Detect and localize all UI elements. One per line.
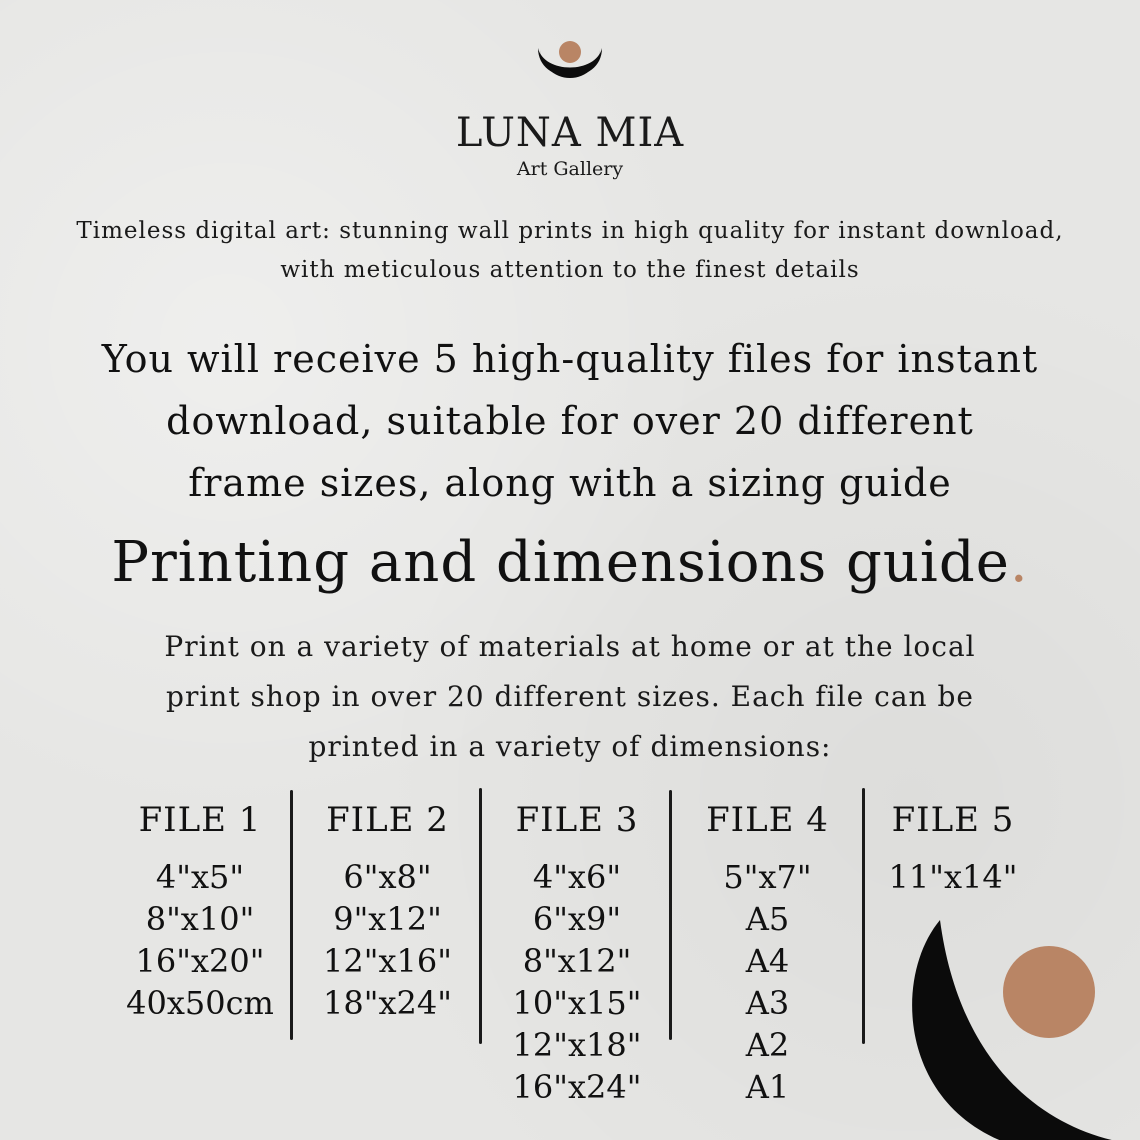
- file-size: 8"x12": [522, 942, 632, 980]
- file-size: 10"x15": [512, 984, 642, 1022]
- guide-description-line: print shop in over 20 different sizes. Each file can be: [166, 680, 974, 713]
- headline-line: You will receive 5 high-quality files for instant: [101, 337, 1039, 381]
- file-size-list: [110, 856, 290, 1024]
- guide-description: [90, 622, 1050, 772]
- column-divider: [669, 790, 672, 1040]
- file-size: 11"x14": [888, 858, 1018, 896]
- file-column-2: [300, 800, 475, 1024]
- file-column-3: [487, 800, 667, 1108]
- file-heading: FILE 2: [326, 800, 449, 840]
- file-size: 12"x16": [323, 942, 452, 980]
- file-size: 6"x9": [532, 900, 622, 938]
- file-size-list: [868, 856, 1038, 898]
- guide-description-line: printed in a variety of dimensions:: [308, 730, 832, 763]
- brand-subtitle: Art Gallery: [516, 158, 624, 180]
- file-size: 16"x20": [135, 942, 265, 980]
- file-size: 6"x8": [343, 858, 432, 896]
- guide-title-text: Printing and dimensions guide: [111, 530, 1010, 595]
- headline-line: frame sizes, along with a sizing guide: [188, 461, 952, 505]
- column-divider: [862, 788, 865, 1044]
- column-divider: [479, 788, 482, 1044]
- tagline-line: with meticulous attention to the finest details: [280, 257, 860, 283]
- tagline-line: Timeless digital art: stunning wall prints in high quality for instant download,: [76, 218, 1064, 244]
- file-size: 18"x24": [323, 984, 452, 1022]
- column-divider: [290, 790, 293, 1040]
- file-size: A2: [745, 1026, 790, 1064]
- file-size: 40x50cm: [126, 984, 274, 1022]
- file-size: A3: [745, 984, 790, 1022]
- file-size-list: [300, 856, 475, 1024]
- file-size: 8"x10": [145, 900, 255, 938]
- file-size-list: [680, 856, 855, 1108]
- file-heading: FILE 1: [138, 800, 262, 840]
- headline-line: download, suitable for over 20 different: [166, 399, 974, 443]
- file-size-list: [487, 856, 667, 1108]
- file-size: A5: [745, 900, 790, 938]
- file-size: A4: [745, 942, 790, 980]
- guide-title: [0, 530, 1140, 595]
- file-column-5: [868, 800, 1038, 898]
- file-heading: FILE 5: [891, 800, 1015, 840]
- file-size: A1: [745, 1068, 790, 1106]
- file-size: 4"x5": [155, 858, 245, 896]
- file-size: 4"x6": [532, 858, 622, 896]
- crescent-moon-logo-icon: [530, 30, 610, 102]
- guide-title-dot: .: [1009, 530, 1029, 595]
- crescent-moon-sun-decoration-icon: [900, 920, 1140, 1140]
- file-column-4: [680, 800, 855, 1108]
- file-heading: FILE 4: [706, 800, 829, 840]
- headline: [60, 328, 1080, 514]
- tagline: [40, 212, 1100, 290]
- file-size: 12"x18": [512, 1026, 642, 1064]
- file-size: 9"x12": [333, 900, 442, 938]
- file-size: 5"x7": [723, 858, 812, 896]
- file-column-1: [110, 800, 290, 1024]
- file-size: 16"x24": [512, 1068, 642, 1106]
- guide-description-line: Print on a variety of materials at home or at the local: [164, 630, 976, 663]
- file-heading: FILE 3: [515, 800, 639, 840]
- brand-name: LUNA MIA: [455, 110, 685, 156]
